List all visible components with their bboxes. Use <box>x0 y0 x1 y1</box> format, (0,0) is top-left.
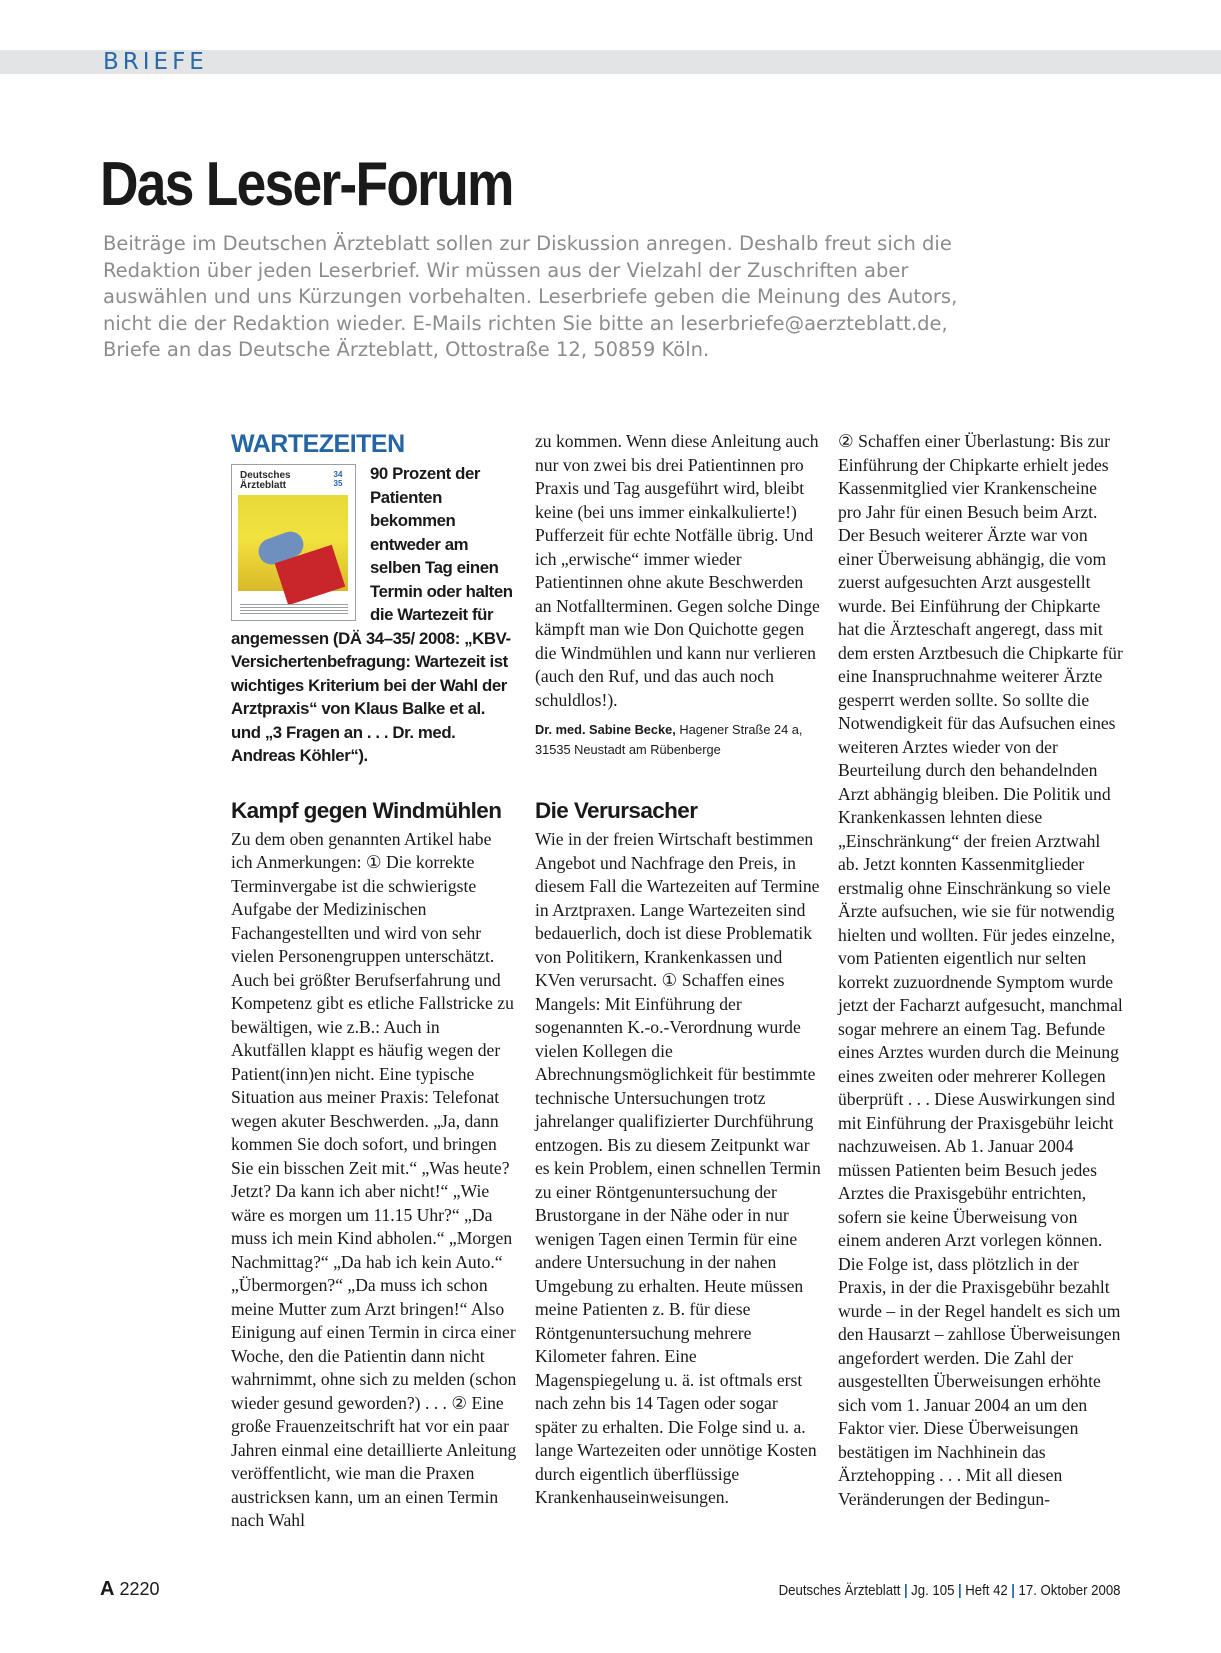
column-3 <box>838 430 1124 1511</box>
cover-footer-lines <box>240 604 348 614</box>
page-number <box>100 1578 160 1600</box>
letter1-body-part2: zu kommen. Wenn diese Anleitung auch nur von zwei bis drei Patientinnen pro Praxis und Tag ausgeführt wird, bleibt keine (bei uns immer einkalkulierte!) Pufferzeit für echte Notfälle übrig. Und ich „erwische“ immer wieder Patientinnen ohne akute Beschwerden an Notfallterminen. Gegen solche Dinge kämpft man wie Don Quichotte gegen die Windmühlen und kann nur verlieren (auch den Ruf, und das auch noch schuldlos!). <box>535 431 820 710</box>
intro-text: Beiträge im Deutschen Ärzteblatt sollen zur Diskussion anregen. Deshalb freut sich die Redaktion über jeden Leserbrief. Wir müssen aus der Vielzahl der Zuschriften aber auswählen und uns Kürzungen vorbehalten. Leserbriefe geben die Meinung des Autors, nicht die der Redaktion wieder. E-Mails richten Sie bitte an leserbriefe@aerzteblatt.de, Briefe an das Deutsche Ärzteblatt, Ottostraße 12, 50859 Köln. <box>103 232 958 361</box>
letter1-body-part1: Zu dem oben genannten Artikel habe ich Anmerkungen: ① Die korrekte Terminvergabe ist die schwierigste Aufgabe der Medizinischen Fachangestellten und wird von sehr vielen Personengruppen unterschätzt. Auch bei größter Berufserfahrung und Kompetenz gibt es etliche Fallstricke zu bewältigen, wie z.B.: Auch in Akutfällen klappt es häufig wegen der Patient(inn)en nicht. Eine typische Situation aus meiner Praxis: Telefonat wegen akuter Beschwerden. „Ja, dann kommen Sie doch sofort, und bringen Sie ein bisschen Zeit mit.“ „Was heute? Jetzt? Da kann ich aber nicht!“ „Wie wäre es morgen um 11.15 Uhr?“ „Da muss ich mein Kind abholen.“ „Morgen Nachmittag?“ „Da hab ich kein Auto.“ „Übermorgen?“ „Da muss ich schon meine Mutter zum Arzt bringen!“ Also Einigung auf einen Termin in circa einer Woche, den die Patientin dann nicht wahrnimmt, ohne sich zu melden (schon wieder gesund geworden?) . . . ② Eine große Frauenzeitschrift hat vor ein paar Jahren einmal eine detaillierte Anleitung veröffentlicht, wie man die Praxen austricksen kann, um an einen Termin nach Wahl <box>231 828 517 1530</box>
page-prefix: A <box>100 1578 115 1600</box>
topic-heading: WARTEZEITEN <box>231 430 405 458</box>
letter1-signature <box>535 720 821 760</box>
letter2-headline: Die Verursacher <box>535 798 698 823</box>
topic-lede: 90 Prozent der Patienten bekommen entweder am selben Tag einen Termin oder halten die Wartezeit für angemessen (DÄ 34–35/ 2008: „KBV-Versichertenbefragung: Wartezeit ist wichtiges Kriterium bei der Wahl der Arztpraxis“ von Klaus Balke et al. und „3 Fragen an . . . Dr. med. Andreas Köhler“). <box>231 464 513 765</box>
cover-issue-bottom: 35 <box>333 479 343 488</box>
column-2 <box>535 430 821 1510</box>
journal-issue: Heft 42 <box>965 1582 1009 1599</box>
magazine-cover-image <box>231 464 356 621</box>
column-1 <box>231 430 517 1533</box>
cover-issue-top: 34 <box>333 470 343 479</box>
journal-date: 17. Oktober 2008 <box>1018 1582 1121 1599</box>
cover-title: Deutsches Ärzteblatt <box>240 470 291 491</box>
letter1-headline: Kampf gegen Windmühlen <box>231 797 502 823</box>
page-title: Das Leser-Forum <box>100 150 513 219</box>
journal-footer: Deutsches Ärzteblatt | Jg. 105 | Heft 42 | 17. Oktober 2008 <box>779 1582 1121 1599</box>
letter2-body-part1: Wie in der freien Wirtschaft bestimmen Angebot und Nachfrage den Preis, in diesem Fall die Wartezeiten auf Termine in Arztpraxen. Lange Wartezeiten sind bedauerlich, doch ist diese Problematik von Politikern, Krankenkassen und KVen verursacht. ① Schaffen eines Mangels: Mit Einführung der sogenannten K.-o.-Verordnung wurde vielen Kollegen die Abrechnungsmöglichkeit für bestimmte technische Untersuchungen trotz jahrelanger qualifizierter Durchführung entzogen. Bis zu diesem Zeitpunkt war es kein Problem, einen schnellen Termin zu einer Röntgenuntersuchung der Brustorgane in der Nähe oder in nur wenigen Tagen einen Termin für eine andere Untersuchung in der nahen Umgebung zu erhalten. Heute müssen meine Patienten z. B. für diese Röntgenuntersuchung mehrere Kilometer fahren. Eine Magenspiegelung u. ä. ist oftmals erst nach zehn bis 14 Tagen oder sogar später zu erhalten. Die Folge sind u. a. lange Wartezeiten oder unnötige Kosten durch eigentlich überflüssige Krankenhauseinweisungen. <box>535 829 821 1507</box>
cover-artwork <box>238 495 348 591</box>
cover-issue <box>329 470 347 488</box>
letter2-body-part2: ② Schaffen einer Überlastung: Bis zur Einführung der Chipkarte erhielt jedes Kassenmitglied vier Krankenscheine pro Jahr für einen Besuch beim Arzt. Der Besuch weiterer Ärzte war von einer Überweisung abhängig, die vom zuerst aufgesuchten Arzt ausgestellt wurde. Bei Einführung der Chipkarte hat die Ärzteschaft angeregt, dass mit dem ersten Arztbesuch die Chipkarte für eine Inanspruchnahme weiterer Ärzte gesperrt werden sollte. So sollte die Notwendigkeit für das Aufsuchen eines weiteren Arztes wieder von der Beurteilung durch den behandelnden Arzt abhängig bleiben. Die Politik und Krankenkassen lehnten diese „Einschränkung“ der freien Arztwahl ab. Jetzt konnten Kassenmitglieder erstmalig ohne Einschränkung so viele Ärzte aufsuchen, wie sie für notwendig hielten und wollten. Für jedes einzelne, vom Patienten eigentlich nur selten korrekt zuzuordnende Symptom wurde jetzt der Facharzt aufgesucht, manchmal sogar mehrere an einem Tag. Befunde eines Arztes wurden durch die Meinung eines zweiten oder mehrerer Kollegen überprüft . . . Diese Auswirkungen sind mit Einführung der Praxisgebühr leicht nachzuweisen. Ab 1. Januar 2004 müssen Patienten beim Besuch jedes Arztes die Praxisgebühr entrichten, sofern sie keine Überweisung von einem anderen Arzt vorlegen können. Die Folge ist, dass plötzlich in der Praxis, in der die Praxisgebühr bezahlt wurde – in der Regel handelt es sich um den Hausarzt – zahllose Überweisungen angefordert werden. Die Zahl der ausgestellten Überweisungen erhöhte sich vom 1. Januar 2004 an um den Faktor vier. Diese Überweisungen bestätigen im Nachhinein das Ärztehopping . . . Mit all diesen Veränderungen der Bedingun- <box>838 431 1123 1509</box>
letter1-author: Dr. med. Sabine Becke, <box>535 722 676 737</box>
letter1-address: Hagener Straße 24 a, 31535 Neustadt am Rübenberge <box>535 722 803 757</box>
page-number-value: 2220 <box>119 1579 160 1599</box>
journal-name: Deutsches Ärzteblatt <box>779 1582 901 1599</box>
section-label: BRIEFE <box>103 49 208 75</box>
journal-volume: Jg. 105 <box>911 1582 955 1599</box>
